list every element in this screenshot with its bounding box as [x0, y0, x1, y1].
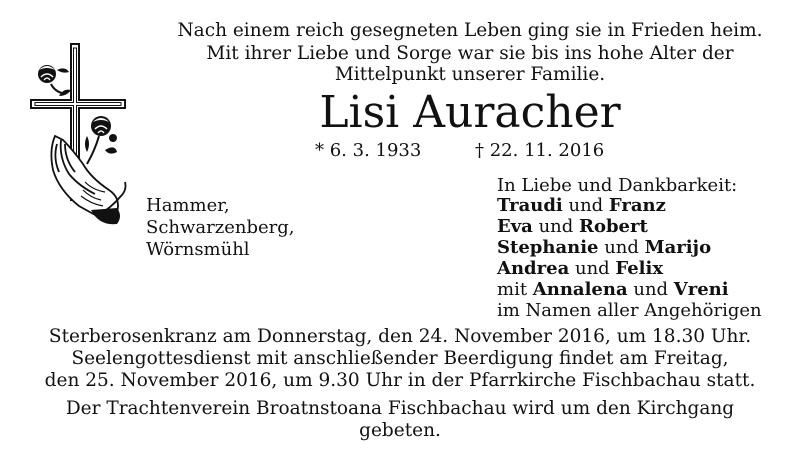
mourners-intro: In Liebe und Dankbarkeit:: [497, 175, 738, 196]
conjunction: und: [627, 279, 674, 300]
mourner-line-2: [497, 216, 648, 237]
place-line-1: Hammer,: [146, 195, 230, 216]
conjunction: mit: [497, 279, 533, 300]
mourner-name: Robert: [579, 216, 648, 237]
mourners-closing: im Namen aller Angehörigen: [497, 300, 762, 321]
mourner-name: Annalena: [532, 279, 628, 300]
deceased-name: Lisi Auracher: [319, 87, 621, 138]
intro-line-2: Mit ihrer Liebe und Sorge war sie bis ins hohe Alter der: [206, 43, 734, 64]
service-line-1: Sterberosenkranz am Donnerstag, den 24. November 2016, um 18.30 Uhr.: [48, 326, 752, 347]
conjunction: und: [532, 216, 579, 237]
mourner-name: Felix: [615, 258, 664, 279]
mourner-name: Traudi: [497, 195, 563, 216]
intro-line-1: Nach einem reich gesegneten Leben ging sie in Frieden heim.: [177, 20, 763, 41]
mourner-line-4: [497, 258, 663, 279]
mourner-name: Vreni: [673, 279, 729, 300]
mourner-line-5: [497, 279, 729, 300]
cross-with-roses-praying-hands-icon: [25, 40, 135, 230]
mourner-name: Franz: [608, 195, 666, 216]
service-line-3: den 25. November 2016, um 9.30 Uhr in der Pfarrkirche Fischbachau statt.: [44, 370, 756, 391]
intro-line-3: Mittelpunkt unserer Familie.: [334, 64, 606, 85]
mourner-line-3: [497, 237, 711, 258]
conjunction: und: [598, 237, 645, 258]
mourner-line-1: [497, 195, 666, 216]
request-line-1: Der Trachtenverein Broatnstoana Fischbachau wird um den Kirchgang: [65, 398, 735, 419]
request-line-2: gebeten.: [359, 420, 441, 441]
mourner-name: Marijo: [644, 237, 712, 258]
mourner-name: Eva: [497, 216, 533, 237]
place-line-2: Schwarzenberg,: [146, 217, 295, 238]
birth-date: * 6. 3. 1933: [315, 140, 422, 161]
place-line-3: Wörnsmühl: [146, 239, 250, 260]
service-line-2: Seelengottesdienst mit anschließender Beerdigung findet am Freitag,: [71, 348, 729, 369]
mourner-name: Andrea: [497, 258, 570, 279]
mourner-name: Stephanie: [497, 237, 599, 258]
conjunction: und: [569, 258, 616, 279]
conjunction: und: [562, 195, 609, 216]
death-date: † 22. 11. 2016: [475, 140, 605, 161]
